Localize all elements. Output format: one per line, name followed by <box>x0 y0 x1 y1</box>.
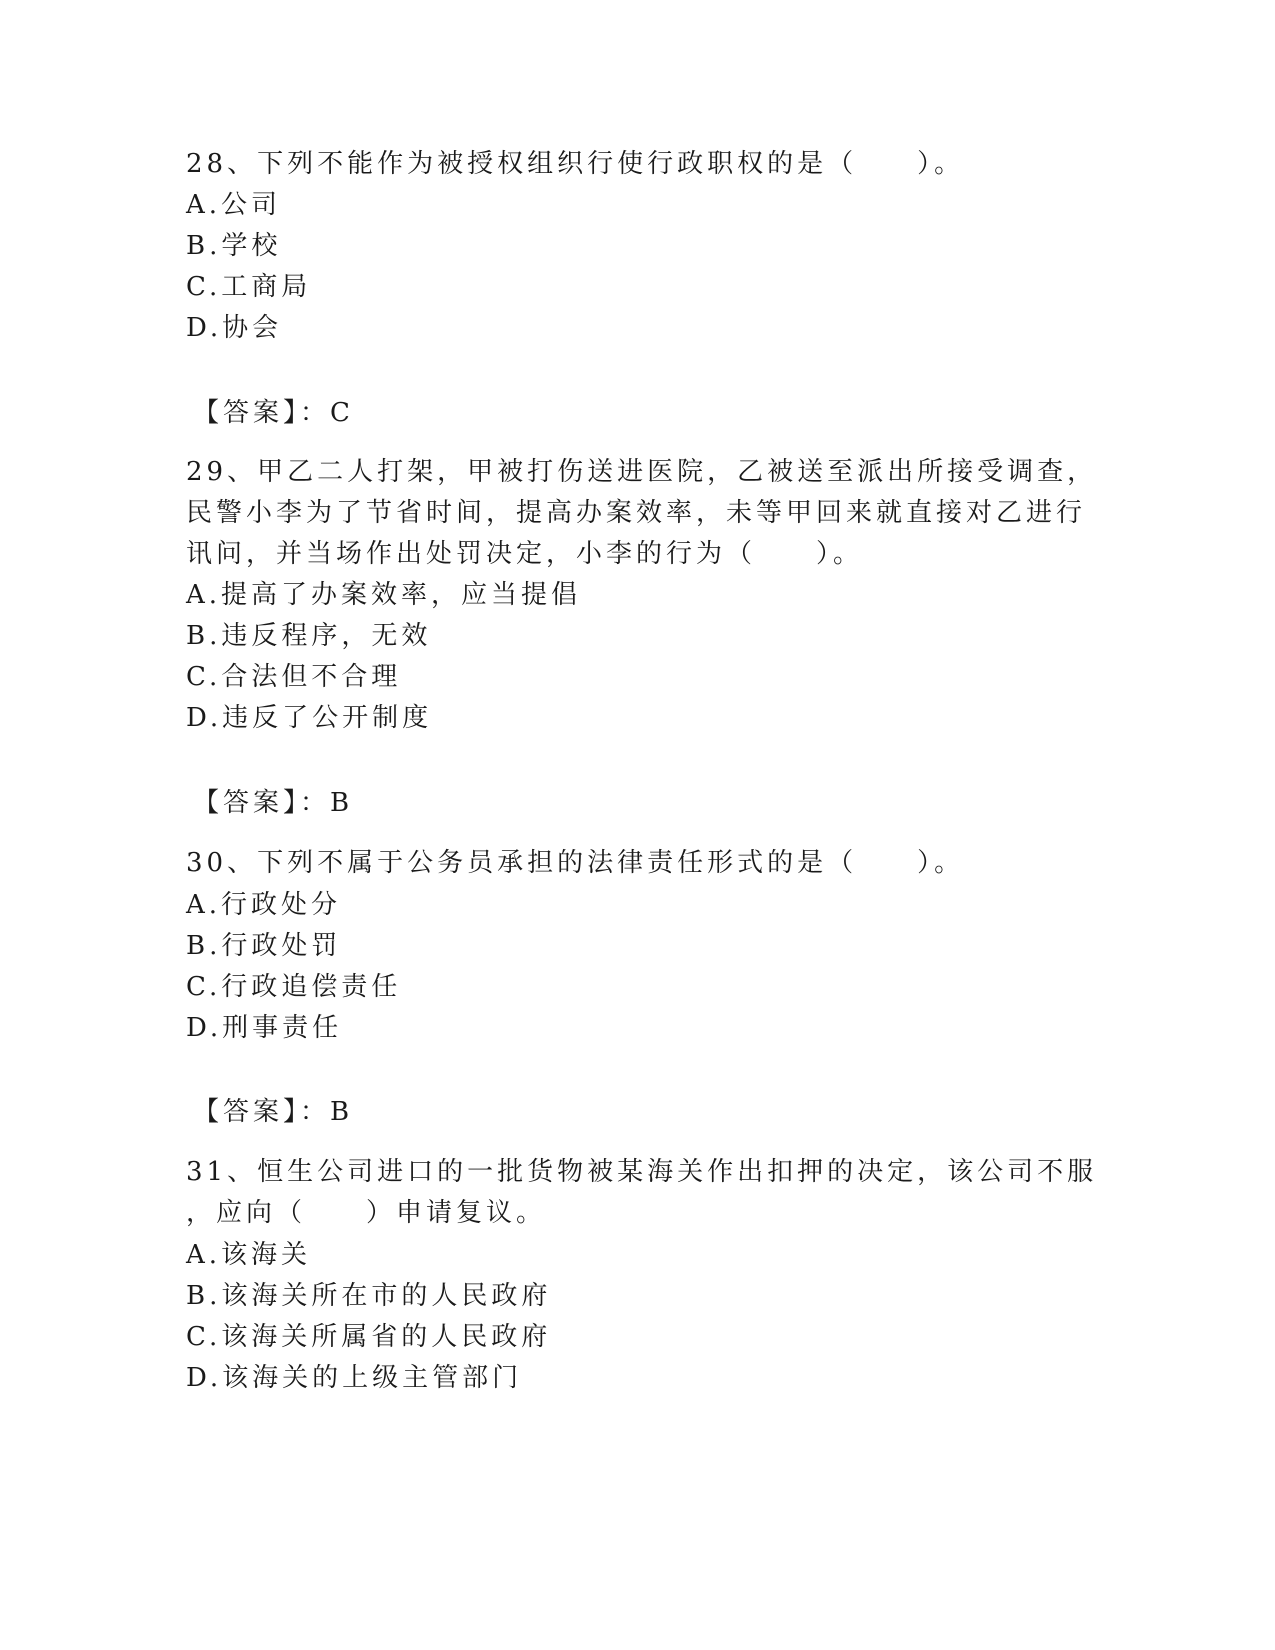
question-28-option-d: D.协会 <box>186 313 283 343</box>
question-31-stem-line-1: 31、恒生公司进口的一批货物被某海关作出扣押的决定，该公司不服 <box>186 1157 1098 1187</box>
question-29-stem-line-2: 民警小李为了节省时间，提高办案效率，未等甲回来就直接对乙进行 <box>186 498 1087 528</box>
question-29-option-c: C.合法但不合理 <box>186 662 402 692</box>
question-29-stem-line-3: 讯问，并当场作出处罚决定，小李的行为（ ）。 <box>186 539 864 569</box>
question-31-option-b: B.该海关所在市的人民政府 <box>186 1281 552 1311</box>
question-28-option-b: B.学校 <box>186 231 282 261</box>
question-28-stem: 28、下列不能作为被授权组织行使行政职权的是（ ）。 <box>186 149 965 179</box>
question-28-answer: 【答案】：C <box>193 398 354 428</box>
question-28-option-a: A.公司 <box>186 190 282 220</box>
question-31-option-c: C.该海关所属省的人民政府 <box>186 1322 552 1352</box>
question-29-answer: 【答案】：B <box>193 788 354 818</box>
question-28-option-c: C.工商局 <box>186 272 312 302</box>
question-30-answer: 【答案】：B <box>193 1097 354 1127</box>
question-30-option-a: A.行政处分 <box>186 890 342 920</box>
question-29-option-a: A.提高了办案效率，应当提倡 <box>186 580 582 610</box>
question-30-option-b: B.行政处罚 <box>186 931 342 961</box>
question-30-stem: 30、下列不属于公务员承担的法律责任形式的是（ ）。 <box>186 848 965 878</box>
question-31-stem-line-2: ，应向（ ）申请复议。 <box>186 1198 547 1228</box>
question-29-option-b: B.违反程序，无效 <box>186 621 432 651</box>
question-31-option-a: A.该海关 <box>186 1240 312 1270</box>
question-31-option-d: D.该海关的上级主管部门 <box>186 1363 523 1393</box>
question-30-option-d: D.刑事责任 <box>186 1013 343 1043</box>
question-30-option-c: C.行政追偿责任 <box>186 972 402 1002</box>
question-29-stem-line-1: 29、甲乙二人打架，甲被打伤送进医院，乙被送至派出所接受调查， <box>186 457 1098 487</box>
question-29-option-d: D.违反了公开制度 <box>186 703 433 733</box>
